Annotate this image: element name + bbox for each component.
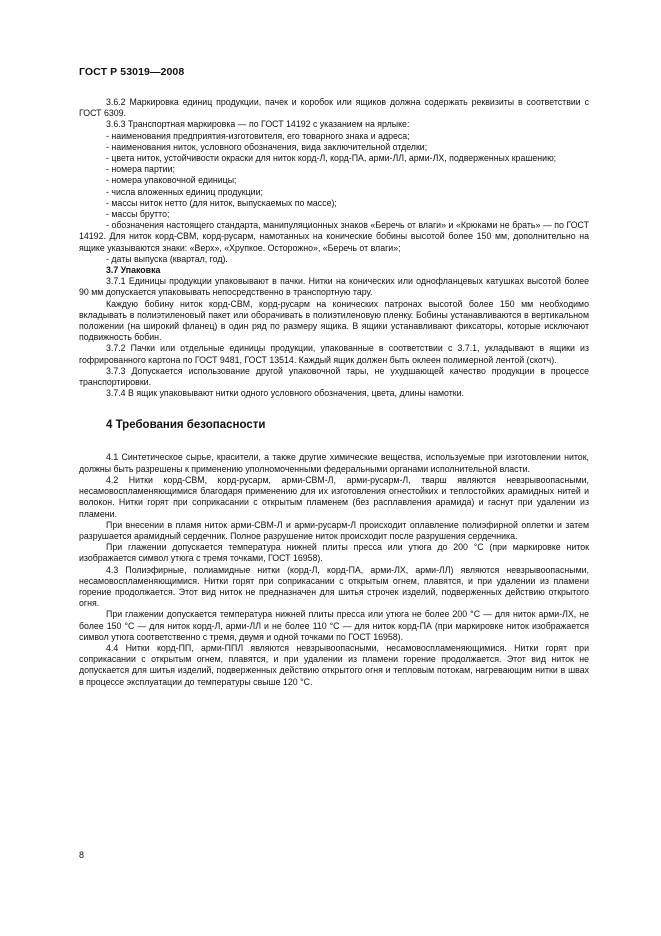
page-number: 8 bbox=[79, 850, 85, 860]
list-item: - наименования предприятия-изготовителя, его товарного знака и адреса; bbox=[106, 130, 410, 141]
paragraph: При глажении допускается температура нижней плиты пресса или утюга до 200 °С (при маркировке ниток изображается символ утюга с тремя точками, ГОСТ 16958). bbox=[79, 542, 589, 564]
list-item: - номера упаковочной единицы; bbox=[106, 175, 237, 186]
list-item: - числа вложенных единиц продукции; bbox=[106, 186, 263, 197]
paragraph: При глажении допускается температура нижней плиты пресса или утюга не более 200 °С — для ниток арми-ЛХ, не более 150 °С — для ниток корд-Л, арми-ЛЛ и не более 110 °С — для ниток корд-ПА (при маркировке ниток изображается символ утюга соответственно с тремя, двумя и одной точками по ГОСТ 16958). bbox=[79, 609, 589, 642]
paragraph: 3.7.3 Допускается использование другой упаковочной тары, не ухудшающей качество продукции в процессе транспортировки. bbox=[79, 365, 589, 388]
list-item: - номера партии; bbox=[106, 164, 175, 175]
subsection-heading: 3.7 Упаковка bbox=[106, 265, 161, 276]
document-body bbox=[79, 97, 589, 688]
paragraph: 3.6.2 Маркировка единиц продукции, пачек и коробок или ящиков должна содержать реквизиты в соответствии с ГОСТ 6309. bbox=[79, 97, 589, 119]
paragraph: 4.3 Полиэфирные, полиамидные нитки (корд-Л, корд-ПА, арми-ЛХ, арми-ЛЛ) являются невзрывоопасными, несамовоспламеняющимися. Нитки горят при соприкасании с открытым огнем, плавятся, и при удалении из пламени горение продолжается. Этот вид ниток не предназначен для шитья строчек изделий, подверженных действию открытого огня. bbox=[79, 564, 589, 609]
paragraph: 3.6.3 Транспортная маркировка — по ГОСТ 14192 с указанием на ярлыке: bbox=[106, 119, 410, 130]
paragraph: 4.1 Синтетическое сырье, красители, а также другие химические вещества, используемые при изготовлении ниток, должны быть разрешены к применению уполномоченными федеральными органами исполнительной власти. bbox=[79, 452, 589, 474]
page-header: ГОСТ Р 53019—2008 bbox=[79, 66, 185, 78]
list-item: - обозначения настоящего стандарта, манипуляционных знаков «Беречь от влаги» и «Крюками не брать» — по ГОСТ 14192. Для ниток корд-СВМ, корд-русарм, намотанных на конические бобины высотой более 150 мм, дополнительно на ящике указываются знаки: «Верх», «Хрупкое. Осторожно», «Беречь от влаги»; bbox=[79, 220, 589, 253]
paragraph: 4.2 Нитки корд-СВМ, корд-русарм, арми-СВМ-Л, арми-русарм-Л, тварш являются невзрывоопасными, несамовоспламеняющимися благодаря применению для их изготовления огнестойких и теплостойких арамидных нитей и волокон. Нитки горят при соприкасании с открытым пламенем (без расплавления арамида) и гаснут при удалении из пламени. bbox=[79, 474, 589, 519]
list-item: - массы ниток нетто (для ниток, выпускаемых по массе); bbox=[106, 197, 337, 208]
list-item: - цвета ниток, устойчивости окраски для ниток корд-Л, корд-ПА, арми-ЛЛ, арми-ЛХ, подверженных крашению; bbox=[106, 153, 557, 164]
paragraph: 3.7.1 Единицы продукции упаковывают в пачки. Нитки на конических или однофланцевых катушках высотой более 90 мм допускается упаковывать непосредственно в транспортную тару. bbox=[79, 276, 589, 298]
paragraph: 3.7.2 Пачки или отдельные единицы продукции, упакованные в соответствии с 3.7.1, укладывают в ящики из гофрированного картона по ГОСТ 9481, ГОСТ 13514. Каждый ящик должен быть оклеен полимерной лентой (скотч). bbox=[79, 343, 589, 365]
paragraph: При внесении в пламя ниток арми-СВМ-Л и арми-русарм-Л происходит оплавление полиэфирной оплетки и затем разрушается арамидный сердечник. Полное разрушение ниток происходит после разрушения сердечника. bbox=[79, 519, 589, 541]
list-item: - даты выпуска (квартал, год). bbox=[106, 253, 228, 264]
list-item: - массы брутто; bbox=[106, 209, 170, 220]
paragraph: 4.4 Нитки корд-ПП, арми-ППЛ являются невзрывоопасными, несамовоспламеняющимися. Нитки горят при соприкасании с открытым огнем, плавятся, и при удалении из пламени горение продолжается. Этот вид ниток не допускается для шитья изделий, подверженных действию открытого огня и тепловым потокам, нагревающим нитки в швах в процессе эксплуатации до температуры свыше 120 °С. bbox=[79, 642, 589, 687]
paragraph: Каждую бобину ниток корд-СВМ, корд-русарм на конических патронах высотой более 150 мм необходимо вкладывать в полиэтиленовый пакет или оборачивать в полиэтиленовую пленку. Бобины устанавливаются в вертикальном положении (на широкий фланец) в один ряд по размеру ящика. В ящики устанавливают фиксаторы, которые исключают подвижность бобин. bbox=[79, 298, 589, 343]
list-item: - наименования ниток, условного обозначения, вида заключительной отделки; bbox=[106, 141, 428, 152]
paragraph: 3.7.4 В ящик упаковывают нитки одного условного обозначения, цвета, длины намотки. bbox=[106, 388, 464, 399]
section-heading: 4 Требования безопасности bbox=[106, 419, 266, 432]
